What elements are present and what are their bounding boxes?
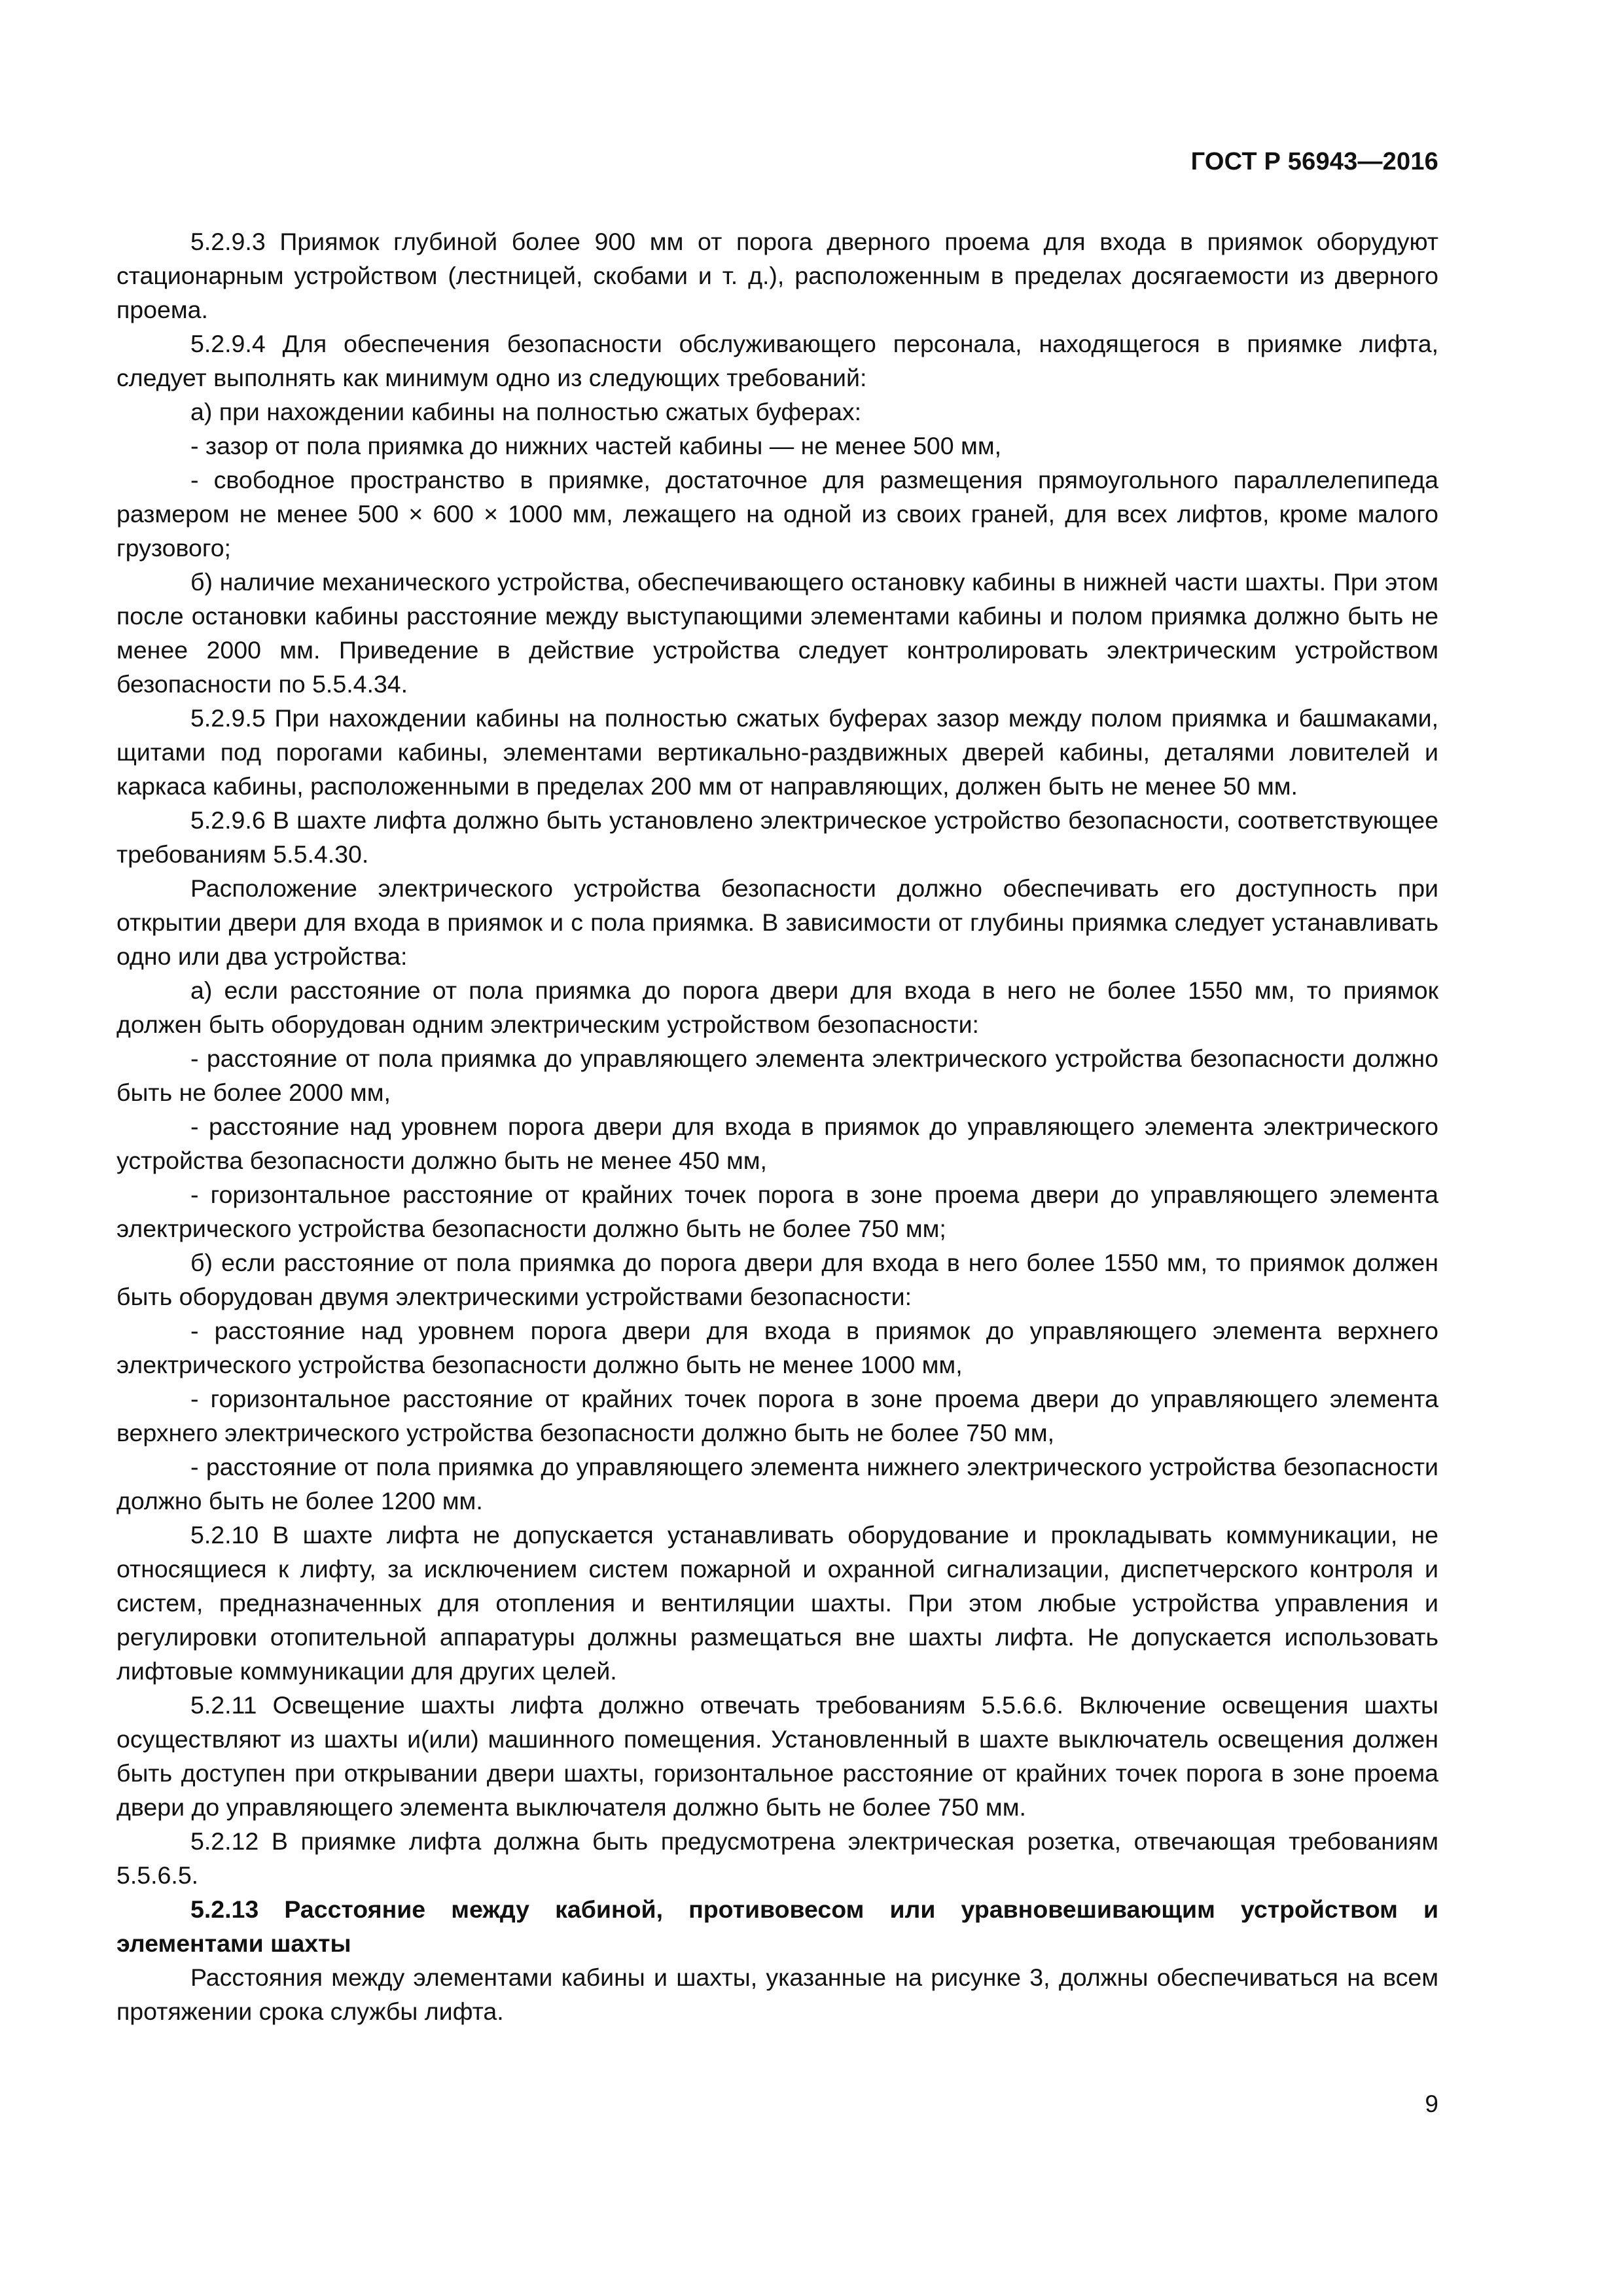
paragraph-5-2-9-5: 5.2.9.5 При нахождении кабины на полностью сжатых буферах зазор между полом приямка и башмаками, щитами под порогами кабины, элементами вертикально-раздвижных дверей кабины, деталями ловителей и каркаса кабины, расположенными в пределах 200 мм от направляющих, должен быть не менее 50 мм. — [116, 704, 1438, 800]
paragraph-device-location: Расположение электрического устройства безопасности должно обеспечивать его доступность при открытии двери для входа в приямок и с пола приямка. В зависимости от глубины приямка следует устанавливать одно или два устройства: — [116, 874, 1438, 970]
list-dash-item: - расстояние от пола приямка до управляющего элемента электрического устройства безопасности должно быть не более 2000 мм, — [116, 1045, 1438, 1106]
paragraph-5-2-11: 5.2.11 Освещение шахты лифта должно отвечать требованиям 5.5.6.6. Включение освещения шахты осуществляют из шахты и(или) машинного помещения. Установленный в шахте выключатель освещения должен быть доступен при открывании двери шахты, горизонтальное расстояние от крайних точек порога в зоне проема двери до управляющего элемента выключателя должно быть не более 750 мм. — [116, 1691, 1438, 1821]
paragraph-5-2-9-6: 5.2.9.6 В шахте лифта должно быть установлено электрическое устройство безопасности, соответствующее требованиям 5.5.4.30. — [116, 806, 1438, 868]
paragraph-5-2-13-body: Расстояния между элементами кабины и шахты, указанные на рисунке 3, должны обеспечиваться на всем протяжении срока службы лифта. — [116, 1964, 1438, 2025]
document-body — [116, 224, 1438, 2028]
section-heading-5-2-13: 5.2.13 Расстояние между кабиной, противовесом или уравновешивающим устройством и элементами шахты — [116, 1895, 1438, 1957]
list-item-a: а) при нахождении кабины на полностью сжатых буферах: — [190, 398, 861, 425]
list-dash-item: - свободное пространство в приямке, достаточное для размещения прямоугольного параллелепипеда размером не менее 500 × 600 × 1000 мм, лежащего на одной из своих граней, для всех лифтов, кроме малого грузового; — [116, 466, 1438, 562]
page-number: 9 — [1425, 2090, 1438, 2117]
list-dash-item: - зазор от пола приямка до нижних частей кабины — не менее 500 мм, — [190, 432, 1002, 459]
paragraph-5-2-10: 5.2.10 В шахте лифта не допускается устанавливать оборудование и прокладывать коммуникации, не относящиеся к лифту, за исключением систем пожарной и охранной сигнализации, диспетчерского контроля и систем, предназначенных для отопления и вентиляции шахты. При этом любые устройства управления и регулировки отопительной аппаратуры должны размещаться вне шахты лифта. Не допускается использовать лифтовые коммуникации для других целей. — [116, 1521, 1438, 1685]
paragraph-5-2-12: 5.2.12 В приямке лифта должна быть предусмотрена электрическая розетка, отвечающая требованиям 5.5.6.5. — [116, 1827, 1438, 1889]
list-item-depth-a: а) если расстояние от пола приямка до порога двери для входа в него не более 1550 мм, то приямок должен быть оборудован одним электрическим устройством безопасности: — [116, 977, 1438, 1038]
list-dash-item: - расстояние над уровнем порога двери для входа в приямок до управляющего элемента верхнего электрического устройства безопасности должно быть не менее 1000 мм, — [116, 1317, 1438, 1378]
paragraph-5-2-9-3: 5.2.9.3 Приямок глубиной более 900 мм от порога дверного проема для входа в приямок оборудуют стационарным устройством (лестницей, скобами и т. д.), расположенным в пределах досягаемости из дверного проема. — [116, 228, 1438, 323]
document-code-header: ГОСТ Р 56943—2016 — [1190, 148, 1438, 175]
list-dash-item: - горизонтальное расстояние от крайних точек порога в зоне проема двери до управляющего элемента электрического устройства безопасности должно быть не более 750 мм; — [116, 1181, 1438, 1242]
list-dash-item: - расстояние над уровнем порога двери для входа в приямок до управляющего элемента электрического устройства безопасности должно быть не менее 450 мм, — [116, 1113, 1438, 1174]
list-dash-item: - расстояние от пола приямка до управляющего элемента нижнего электрического устройства безопасности должно быть не более 1200 мм. — [116, 1453, 1438, 1515]
list-item-depth-b: б) если расстояние от пола приямка до порога двери для входа в него более 1550 мм, то приямок должен быть оборудован двумя электрическими устройствами безопасности: — [116, 1249, 1438, 1310]
paragraph-5-2-9-4: 5.2.9.4 Для обеспечения безопасности обслуживающего персонала, находящегося в приямке лифта, следует выполнять как минимум одно из следующих требований: — [116, 330, 1438, 391]
list-item-b: б) наличие механического устройства, обеспечивающего остановку кабины в нижней части шахты. При этом после остановки кабины расстояние между выступающими элементами кабины и полом приямка должно быть не менее 2000 мм. Приведение в действие устройства следует контролировать электрическим устройством безопасности по 5.5.4.34. — [116, 568, 1438, 698]
list-dash-item: - горизонтальное расстояние от крайних точек порога в зоне проема двери до управляющего элемента верхнего электрического устройства безопасности должно быть не более 750 мм, — [116, 1385, 1438, 1446]
